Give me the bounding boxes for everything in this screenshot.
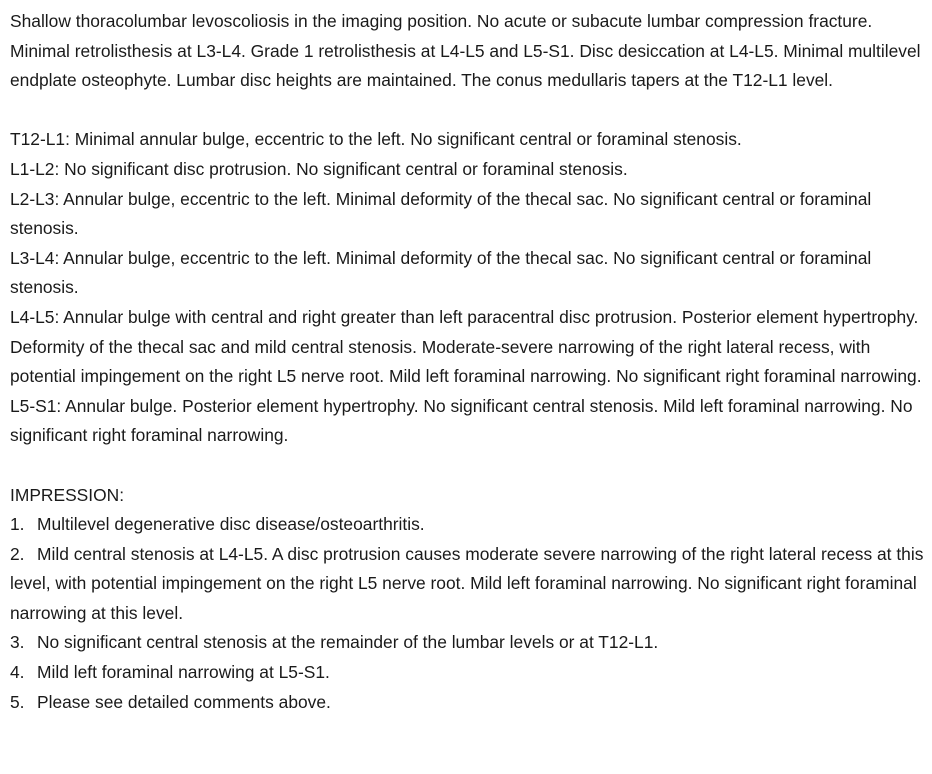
findings-intro: Shallow thoracolumbar levoscoliosis in the imaging position. No acute or subacute lumbar compression fracture. Minimal retrolisthesis at L3-L4. Grade 1 retrolisthesis at L4-L5 and L5-S1. Disc desiccation at L4-L5. Minimal multilevel endplate osteophyte. Lumbar disc heights are maintained. The conus medullaris tapers at the T12-L1 level. [10, 11, 921, 91]
impression-item-2 [10, 540, 924, 629]
level-findings [10, 125, 924, 451]
level-finding-l2-l3: L2-L3: Annular bulge, eccentric to the left. Minimal deformity of the thecal sac. No significant central or foraminal stenosis. [10, 188, 872, 239]
level-finding-l4-l5: L4-L5: Annular bulge with central and right greater than left paracentral disc protrusion. Posterior element hypertrophy. Deformity of the thecal sac and mild central stenosis. Moderate-severe narrowing of the right lateral recess, with potential impingement on the right L5 nerve root. Mild left foraminal narrowing. No significant right foraminal narrowing. [10, 306, 922, 387]
impression-item-text: No significant central stenosis at the remainder of the lumbar levels or at T12-L1. [37, 632, 659, 653]
impression-item-1 [10, 510, 924, 540]
section-spacer [10, 451, 924, 481]
impression-item-4 [10, 658, 924, 688]
impression-item-5 [10, 688, 924, 718]
impression-heading: IMPRESSION: [10, 484, 125, 505]
level-finding-l1-l2: L1-L2: No significant disc protrusion. No significant central or foraminal stenosis. [10, 158, 628, 179]
level-finding-l3-l4: L3-L4: Annular bulge, eccentric to the left. Minimal deformity of the thecal sac. No significant central or foraminal stenosis. [10, 247, 872, 298]
impression-item-number: 5. [10, 691, 25, 712]
impression-item-text: Multilevel degenerative disc disease/osteoarthritis. [37, 514, 425, 535]
impression-item-number: 4. [10, 662, 25, 683]
level-finding-l5-s1: L5-S1: Annular bulge. Posterior element hypertrophy. No significant central stenosis. Mild left foraminal narrowing. No significant right foraminal narrowing. [10, 395, 913, 446]
impression-item-number: 1. [10, 514, 25, 535]
section-spacer [10, 96, 924, 126]
impression-item-text: Mild left foraminal narrowing at L5-S1. [37, 662, 330, 683]
level-finding-t12-l1: T12-L1: Minimal annular bulge, eccentric to the left. No significant central or foraminal stenosis. [10, 129, 742, 150]
impression-item-text: Please see detailed comments above. [37, 691, 331, 712]
impression-item-3 [10, 628, 924, 658]
impression-item-number: 2. [10, 543, 25, 564]
impression-item-text: Mild central stenosis at L4-L5. A disc protrusion causes moderate severe narrowing of the right lateral recess at this level, with potential impingement on the right L5 nerve root. Mild left foraminal narrowing. No significant right foraminal narrowing at this level. [10, 543, 924, 623]
impression-section [10, 481, 924, 718]
impression-item-number: 3. [10, 632, 25, 653]
